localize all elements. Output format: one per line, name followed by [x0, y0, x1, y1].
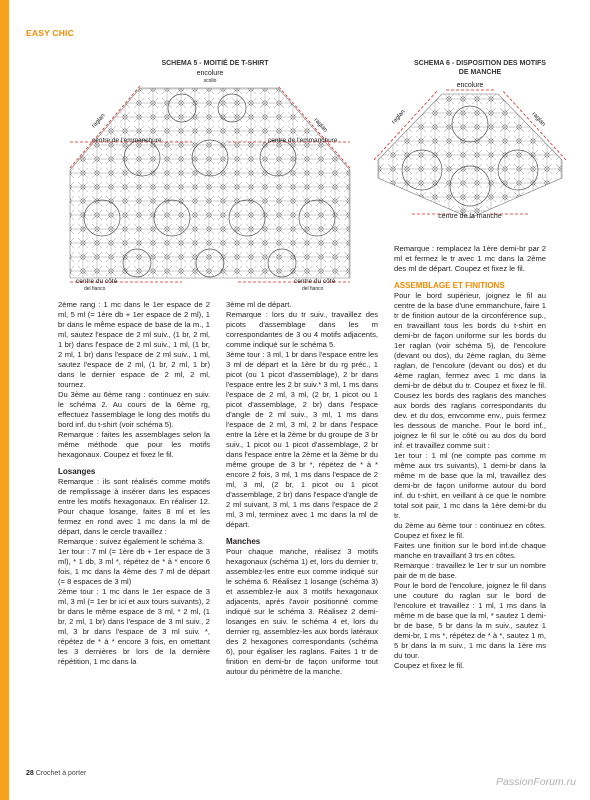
- s6-raglan-right: raglan: [530, 111, 547, 128]
- schema6-diagram: [372, 78, 568, 230]
- c2-p4: Pour chaque manche, réalisez 3 motifs hexagonaux (schéma 1) et, lors du dernier tr, assemblez-les entre eux comme indiqué sur le schéma 6. Réalisez 1 losange (schéma 3) et assemblez-le aux 3 motifs hexagonaux adjacents, après l'avoir positionné comme indiqué sur le schéma 3. Réalisez 2 demi-losanges en suiv. le schéma 4 et, lors du dernier rg, assemblez-les aux bords latéraux des 2 hexagones correspondants (schéma 6), pour égaliser les raglans. Faites 1 tr de finition en demi-br de façon uniforme tout autour du périmètre de la manche.: [226, 547, 378, 676]
- c3-p2: Pour le bord supérieur, joignez le fil au centre de la base d'une emmanchure, faire 1 tr de finition autour de la circonférence sup., en travaillant tous les bords du t-shirt en demi-br de façon uniforme sur les bords du 1er raglan (voir schéma 5), de l'encolure (devant ou dos), du 2ème raglan, du 3ème raglan, de l'encolure (devant ou dos) et du 4ème raglan, fermez avec 1 mc dans la demi-br de début du tr. Coupez et fixez le fil. Cousez les bords des raglans des manches aux bords des raglans correspondants du dev. et du dos, envcomme env., puis fermez les dessous de manche. Pour le bord inf., joignez le fil sur le côté ou au dos du bord inf. et travaillez comme suit :: [394, 291, 546, 450]
- s5-label-bottom-left-sub: del fianco: [84, 286, 106, 292]
- c1-p7: 2ème tour : 1 mc dans le 1er espace de 3 ml, 3 ml (= 1er br ici et aux tours suivants), 2 br dans le même espace de 3 ml, * 2 ml, (1 br, 2 ml, 1 br) dans l'espace de 3 ml suiv., 2 ml, 3 br dans l'espace de 3 ml suiv. *, répétez de * à * encore 3 fois, en omettant les 3 dernières br lors de la dernière répétition, 1 mc dans la: [58, 587, 210, 666]
- c1-heading-losanges: Losanges: [58, 467, 96, 476]
- c3-p7: Pour le bord de l'encolure, joignez le fil dans une couture du raglan sur le bord de l'encolure et travaillez : 1 ml, 1 ms dans la même m de base que la ml, * sautez 1 demi-br de base, 5 br dans la m suiv., sautez 1 demi-br, 1 ms *, répétez de * à *, sautez 1 m, 5 br dans la m suiv., 1 mc dans la 1ère ms du tour.: [394, 581, 546, 660]
- schema5-diagram: [62, 68, 358, 300]
- c2-p2: Remarque : lors du tr suiv., travaillez des picots d'assemblage dans les m correspondantes de 3 ou 4 motifs adjacents, comme indiqué sur le schéma 5.: [226, 310, 378, 349]
- schema6-title-line2: DE MANCHE: [458, 69, 502, 76]
- c3-p4: du 2ème au 6ème tour : continuez en côtes. Coupez et fixez le fil.: [394, 521, 546, 540]
- c3-p1: Remarque : remplacez la 1ère demi-br par 2 ml et fermez le tr avec 1 mc dans la 2ème des ml de départ. Coupez et fixez le fil.: [394, 244, 546, 273]
- watermark: PassionForum.ru: [496, 776, 576, 788]
- c1-p4: Remarque : ils sont réalisés comme motifs de remplissage à insérer dans les espaces entre les motifs hexagonaux. En réaliser 12. Pour chaque losange, faites 8 ml et les fermez en rond avec 1 mc dans la ml de départ, dans le cercle travaillez :: [58, 477, 210, 536]
- s5-label-top-sub: scollo: [203, 78, 217, 84]
- c1-p3: Remarque : faites les assemblages selon la même méthode que pour les motifs hexagonaux. Coupez et fixez le fil.: [58, 430, 210, 459]
- s5-label-bottom-left: centre du côté: [76, 278, 118, 285]
- c1-p6: 1er tour : 7 ml (= 1ère db + 1er espace de 3 ml), * 1 db, 3 ml *, répétez de * à * encore 6 fois, 1 mc dans la 4ème des 7 ml de départ (= 8 espaces de 3 ml): [58, 547, 210, 586]
- c2-p1: 3ème ml de départ.: [226, 300, 292, 309]
- c2-p3: 3ème tour : 3 ml, 1 br dans l'espace entre les 3 ml de départ et la 1ère br du rg préc., 1 picot (ou 1 picot d'assemblage), 2 br dans l'espace entre les 2 br suiv.* 3 ml, 1 ms dans l'espace de 2 ml, 3 ml, (2 br, 1 picot ou 1 picot d'assemblage, 2 br) dans l'espace d'angle de 2 ml suiv., 3 ml, 1 ms dans l'espace de 2 ml, 3 ml, 2 br dans l'espace entre la 1ère et la 2ème br du groupe de 3 br suiv., 1 picot ou 1 picot d'assemblage, 2 br dans l'espace entre la 2ème et la 3ème br du même groupe de 3 br *, répétez de * à * encore 2 fois, 3 ml, 1 ms dans l'espace de 2 ml, 3 ml, (2 br, 1 picot ou 1 picot d'assemblage, 2 br) dans l'espace d'angle de 2 ml suivant, 3 ml, 1 ms dans l'espace de 2 ml, 3 ml, terminez avec 1 mc dans la ml de départ.: [226, 350, 378, 529]
- section-tag: EASY CHIC: [26, 28, 74, 38]
- s5-label-left: centre de l'emmanchure: [92, 137, 162, 144]
- s6-label-top: encolure: [456, 82, 484, 89]
- c1-p5: Remarque : suivez également le schéma 3.: [58, 537, 205, 546]
- c2-heading-manches: Manches: [226, 537, 261, 546]
- c3-p8: Coupez et fixez le fil.: [394, 661, 465, 670]
- c3-p3: 1er tour : 1 ml (ne compte pas comme m même aux trs suivants), 1 demi-br dans la même m de base que la ml, travaillez des demi-br de façon uniforme autour du bord inf. du t-shirt, en veillant à ce que le nombre total soit pair, 1 mc dans la 1ère demi-br du tr.: [394, 451, 546, 520]
- s6-label-bottom: centre de la manche: [438, 213, 502, 220]
- text-column-1: [58, 300, 210, 667]
- page-footer: [26, 770, 86, 777]
- page-edge-stripe: [0, 0, 9, 800]
- s5-label-top: encolure: [196, 70, 224, 77]
- c3-heading-assemblage: ASSEMBLAGE ET FINITIONS: [394, 281, 505, 290]
- page-number: 28: [26, 770, 34, 777]
- c3-p6: Remarque : travaillez le 1er tr sur un nombre pair de m de base.: [394, 561, 546, 580]
- c3-p5: Faites une finition sur le bord inf.de chaque manche en travaillant 3 trs en côtes.: [394, 541, 546, 560]
- s5-raglan-left: raglan: [91, 112, 107, 130]
- text-column-3: [394, 244, 546, 671]
- s5-label-bottom-right: centre du côté: [294, 278, 336, 285]
- s5-raglan-right: raglan: [312, 117, 329, 134]
- schema6-title-line1: SCHEMA 6 - DISPOSITION DES MOTIFS: [414, 60, 546, 67]
- s5-label-right: centre de l'emmanchure: [268, 137, 338, 144]
- magazine-name: Crochet à porter: [35, 770, 87, 777]
- s6-raglan-left: raglan: [391, 108, 407, 126]
- c1-p2: Du 3ème au 6ème rang : continuez en suiv. le schéma 2. Au cours de la 6ème rg, effectuez l'assemblage le long des motifs du bord inf. du t-shirt (voir schéma 5).: [58, 390, 210, 429]
- s5-label-bottom-right-sub: del fianco: [302, 286, 324, 292]
- schema5-title: SCHEMA 5 - MOITIÉ DE T-SHIRT: [161, 60, 269, 67]
- c1-p1: 2ème rang : 1 mc dans le 1er espace de 2 ml, 5 ml (= 1ère db + 1er espace de 2 ml), 1 br dans le même espace de base de la m., 1 ml, sautez l'espace de 2 ml suiv., (1 br, 2 ml, 1 br) dans l'espace de 2 ml suiv., 1 ml, (1 br, 2 ml, 1 br) dans l'espace de 2 ml suiv., 1 ml, sautez l'espace de 2 ml, (1 br, 2 ml, 1 br) dans le dernier espace de 2 ml, 2 ml, tournez.: [58, 300, 210, 389]
- text-column-2: [226, 300, 378, 677]
